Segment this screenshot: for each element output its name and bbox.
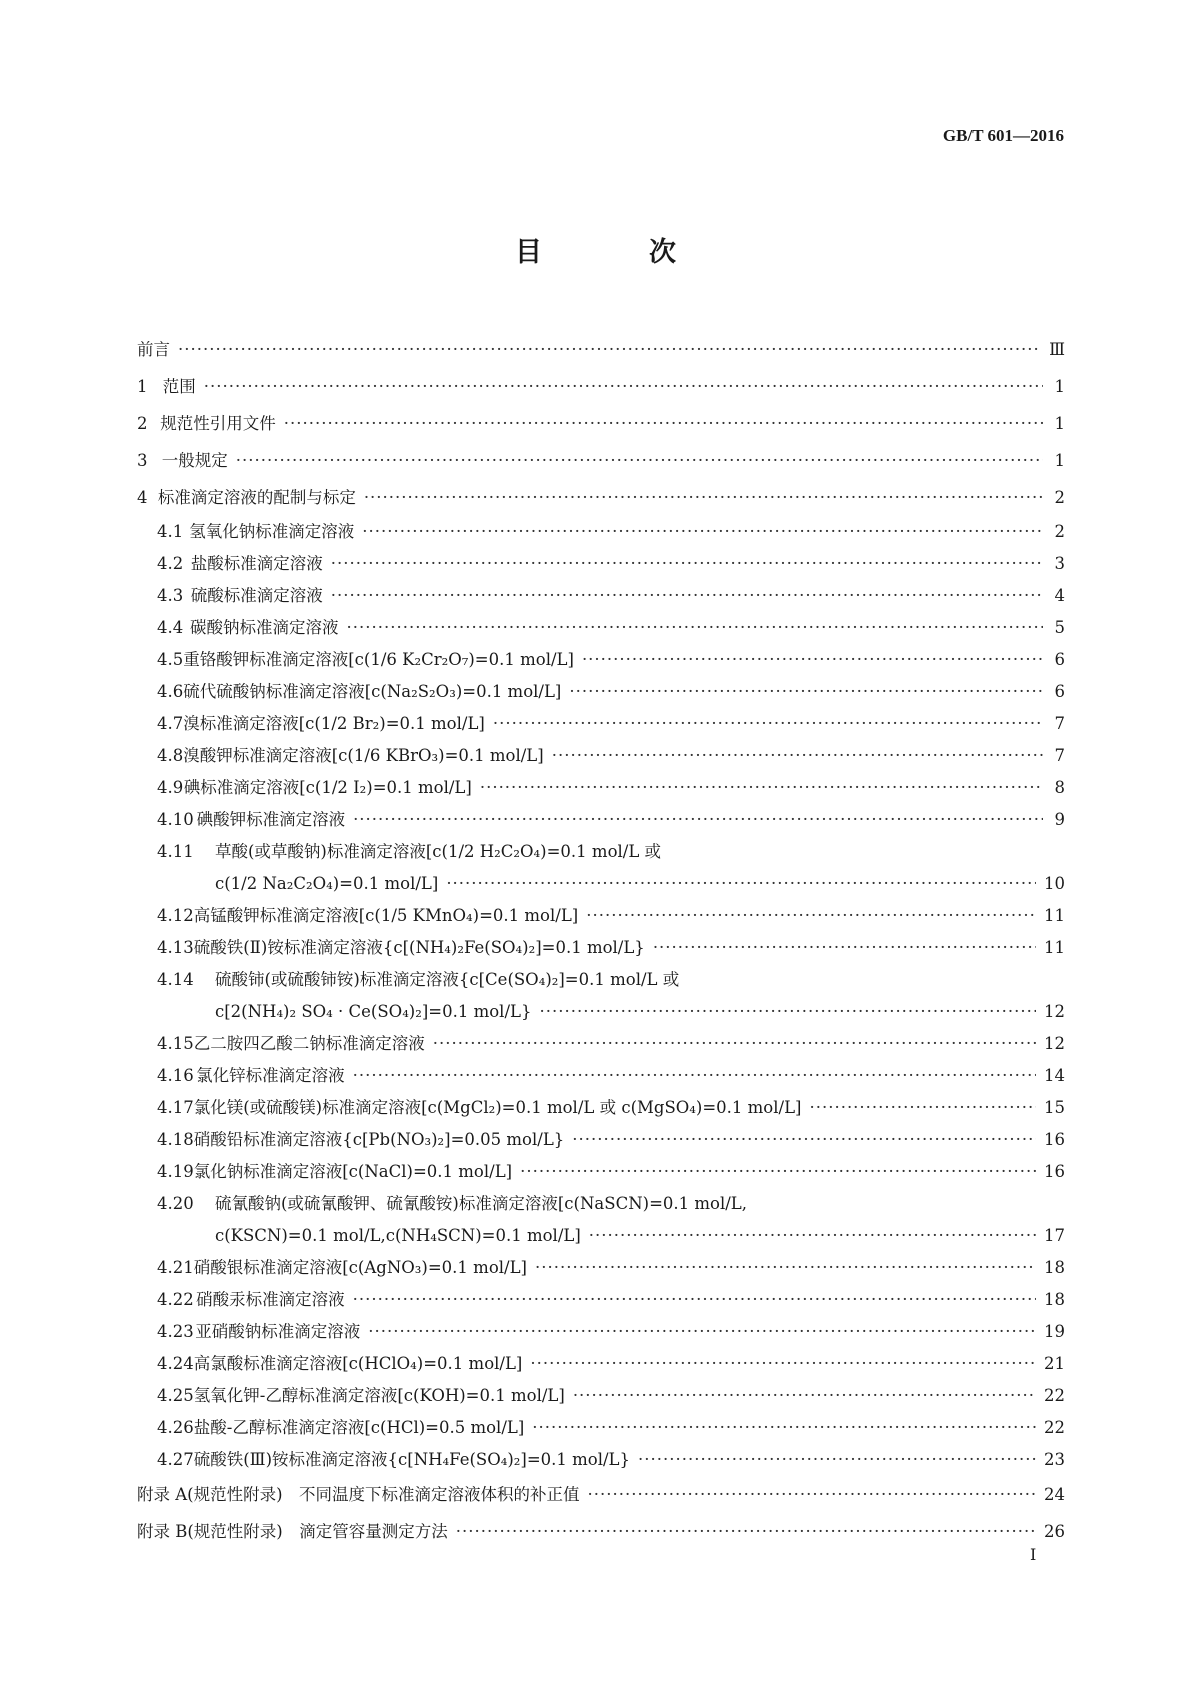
toc-entry-number: 4.4 (157, 618, 184, 637)
toc-entry-number: 4.23 (157, 1322, 194, 1341)
toc-entry-page: 16 (1044, 1130, 1065, 1149)
dot-leader (364, 479, 1043, 516)
toc-entry-number: 3 (137, 451, 148, 470)
toc-entry-page: 10 (1044, 874, 1065, 893)
toc-entry-number: 4 (137, 488, 148, 507)
toc-entry-title: 硫酸铁(Ⅱ)铵标准滴定溶液{c[(NH₄)₂Fe(SO₄)₂]=0.1 mol/L} (193, 938, 645, 957)
toc-entry-number: 4.20 (157, 1194, 194, 1213)
toc-entry[interactable] (137, 740, 1065, 772)
toc-entry[interactable] (137, 1060, 1065, 1092)
dot-leader (284, 405, 1043, 442)
dot-leader (353, 804, 1043, 836)
toc-entry[interactable] (137, 644, 1065, 676)
toc-entry-page: 5 (1054, 618, 1065, 637)
toc-entry-page: Ⅲ (1049, 340, 1065, 359)
toc-entry-title: 溴标准滴定溶液[c(1/2 Br₂)=0.1 mol/L] (183, 714, 485, 733)
toc-entry-page: 17 (1044, 1226, 1065, 1245)
toc-entry-number: 4.19 (157, 1162, 194, 1181)
toc-entry[interactable] (137, 1028, 1065, 1060)
toc-entry-number: 4.9 (157, 778, 184, 797)
toc-entry-page: 9 (1054, 810, 1065, 829)
toc-entry-title: 氢氧化钾-乙醇标准滴定溶液[c(KOH)=0.1 mol/L] (193, 1386, 565, 1405)
toc-entry-page: 22 (1044, 1418, 1065, 1437)
toc-entry-page: 19 (1044, 1322, 1065, 1341)
toc-entry[interactable] (137, 1380, 1065, 1412)
toc-entry-title: 高氯酸标准滴定溶液[c(HClO₄)=0.1 mol/L] (193, 1354, 523, 1373)
standard-number: GB/T 601—2016 (942, 126, 1064, 145)
toc-entry-number: 4.18 (157, 1130, 194, 1149)
toc-entry[interactable] (137, 1476, 1065, 1513)
toc-entry-number: 4.8 (157, 746, 184, 765)
toc-entry-page: 24 (1044, 1485, 1065, 1504)
toc-entry[interactable] (137, 548, 1065, 580)
toc-entry-title: 前言 (137, 340, 170, 359)
toc-entry-continuation[interactable] (137, 868, 1065, 900)
dot-leader (530, 1348, 1036, 1380)
toc-entry-page: 18 (1044, 1290, 1065, 1309)
toc-entry-number: 4.3 (157, 586, 184, 605)
dot-leader (586, 900, 1036, 932)
toc-entry-number: 4.10 (157, 810, 194, 829)
toc-entry-title: 硝酸汞标准滴定溶液 (196, 1290, 345, 1309)
toc-entry-title: 盐酸-乙醇标准滴定溶液[c(HCl)=0.5 mol/L] (193, 1418, 525, 1437)
dot-leader (178, 331, 1041, 368)
toc-entry-title: 乙二胺四乙酸二钠标准滴定溶液 (193, 1034, 425, 1053)
dot-leader (456, 1513, 1036, 1550)
toc-entry-number: 4.2 (157, 554, 184, 573)
dot-leader (809, 1092, 1036, 1124)
toc-entry-page: 14 (1044, 1066, 1065, 1085)
toc-entry-continuation[interactable] (137, 996, 1065, 1028)
toc-entry-page: 6 (1054, 682, 1065, 701)
toc-entry-number: 4.5 (157, 650, 184, 669)
dot-leader (573, 1380, 1036, 1412)
toc-entry-number: 4.7 (157, 714, 184, 733)
toc-entry-number: 4.1 (157, 522, 184, 541)
dot-leader (552, 740, 1043, 772)
toc-entry[interactable] (137, 676, 1065, 708)
dot-leader (569, 676, 1043, 708)
toc-entry[interactable] (137, 836, 1065, 868)
toc-entry[interactable] (137, 708, 1065, 740)
toc-entry-title-continued: c(1/2 Na₂C₂O₄)=0.1 mol/L] (215, 874, 439, 893)
toc-entry-number: 1 (137, 377, 148, 396)
toc-entry[interactable] (137, 900, 1065, 932)
toc-entry[interactable] (137, 1513, 1065, 1550)
toc-entry-title: 溴酸钾标准滴定溶液[c(1/6 KBrO₃)=0.1 mol/L] (183, 746, 544, 765)
toc-entry-continuation[interactable] (137, 1220, 1065, 1252)
dot-leader (539, 996, 1036, 1028)
page-title: 目 次 (515, 237, 716, 268)
toc-entry[interactable] (137, 479, 1065, 516)
toc-entry-title: 标准滴定溶液的配制与标定 (157, 488, 356, 507)
toc-entry-title: 硫酸铁(Ⅲ)铵标准滴定溶液{c[NH₄Fe(SO₄)₂]=0.1 mol/L} (193, 1450, 631, 1469)
toc-entry[interactable] (137, 580, 1065, 612)
toc-entry[interactable] (137, 516, 1065, 548)
dot-leader (493, 708, 1043, 740)
dot-leader (638, 1444, 1036, 1476)
toc-entry-title: 氯化钠标准滴定溶液[c(NaCl)=0.1 mol/L] (193, 1162, 513, 1181)
toc-entry-title: 附录 B(规范性附录) 滴定管容量测定方法 (137, 1522, 448, 1541)
toc-entry[interactable] (137, 1412, 1065, 1444)
dot-leader (653, 932, 1036, 964)
toc-entry-page: 16 (1044, 1162, 1065, 1181)
dot-leader (535, 1252, 1036, 1284)
toc-entry-page: 26 (1044, 1522, 1065, 1541)
toc-entry-page: 15 (1044, 1098, 1065, 1117)
toc-entry[interactable] (137, 1092, 1065, 1124)
toc-entry-page: 11 (1044, 906, 1065, 925)
toc-entry[interactable] (137, 772, 1065, 804)
toc-entry-title: 亚硝酸钠标准滴定溶液 (195, 1322, 361, 1341)
toc-entry-number: 4.14 (157, 970, 194, 989)
toc-entry-title: 氯化锌标准滴定溶液 (196, 1066, 345, 1085)
dot-leader (331, 548, 1043, 580)
toc-entry-title: 硫氰酸钠(或硫氰酸钾、硫氰酸铵)标准滴定溶液[c(NaSCN)=0.1 mol/L, (215, 1194, 747, 1213)
dot-leader (433, 1028, 1036, 1060)
toc-entry-title: 氯化镁(或硫酸镁)标准滴定溶液[c(MgCl₂)=0.1 mol/L 或 c(MgSO₄)=0.1 mol/L] (193, 1098, 802, 1117)
toc-entry-page: 3 (1054, 554, 1065, 573)
toc-entry-number: 4.22 (157, 1290, 194, 1309)
toc-entry-number: 4.16 (157, 1066, 194, 1085)
toc-entry-number: 4.21 (157, 1258, 194, 1277)
toc-entry-title: 范围 (162, 377, 196, 396)
toc-entry-page: 2 (1054, 522, 1065, 541)
dot-leader (347, 612, 1043, 644)
dot-leader (480, 772, 1043, 804)
toc-entry-title: 重铬酸钾标准滴定溶液[c(1/6 K₂Cr₂O₇)=0.1 mol/L] (183, 650, 574, 669)
dot-leader (362, 516, 1043, 548)
toc-entry[interactable] (137, 1156, 1065, 1188)
dot-leader (588, 1476, 1036, 1513)
dot-leader (532, 1412, 1036, 1444)
dot-leader (582, 644, 1043, 676)
toc-entry-page: 21 (1044, 1354, 1065, 1373)
toc-entry-page: 7 (1054, 714, 1065, 733)
toc-entry-title: 附录 A(规范性附录) 不同温度下标准滴定溶液体积的补正值 (137, 1485, 580, 1504)
toc-entry-page: 12 (1044, 1034, 1065, 1053)
toc-entry[interactable] (137, 1284, 1065, 1316)
toc-entry-title: 硫酸铈(或硫酸铈铵)标准滴定溶液{c[Ce(SO₄)₂]=0.1 mol/L 或 (215, 970, 680, 989)
dot-leader (520, 1156, 1036, 1188)
toc-entry[interactable] (137, 368, 1065, 405)
toc-entry[interactable] (137, 1316, 1065, 1348)
toc-entry-page: 12 (1044, 1002, 1065, 1021)
toc-entry[interactable] (137, 1444, 1065, 1476)
toc-entry[interactable] (137, 1252, 1065, 1284)
toc-entry-number: 4.6 (157, 682, 184, 701)
toc-entry-page: 1 (1054, 414, 1065, 433)
toc-entry-number: 4.17 (157, 1098, 194, 1117)
toc-entry-page: 7 (1054, 746, 1065, 765)
toc-entry[interactable] (137, 932, 1065, 964)
toc-entry-page: 1 (1054, 377, 1065, 396)
toc-entry-page: 2 (1054, 488, 1065, 507)
toc-entry-number: 4.24 (157, 1354, 194, 1373)
toc-entry-title: 碘标准滴定溶液[c(1/2 I₂)=0.1 mol/L] (183, 778, 472, 797)
toc-entry-page: 11 (1044, 938, 1065, 957)
toc-entry[interactable] (137, 1348, 1065, 1380)
toc-entry-page: 6 (1054, 650, 1065, 669)
toc-entry[interactable] (137, 1124, 1065, 1156)
dot-leader (236, 442, 1043, 479)
toc-entry-number: 4.11 (157, 842, 194, 861)
toc-entry[interactable] (137, 804, 1065, 836)
toc-entry-number: 4.25 (157, 1386, 194, 1405)
toc-entry-title: 碘酸钾标准滴定溶液 (196, 810, 346, 829)
toc-entry-number: 4.15 (157, 1034, 194, 1053)
toc-entry-title: 规范性引用文件 (160, 414, 276, 433)
toc-entry-page: 8 (1054, 778, 1065, 797)
toc-entry-page: 18 (1044, 1258, 1065, 1277)
page-number: I (1030, 1545, 1037, 1564)
toc-entry-title: 草酸(或草酸钠)标准滴定溶液[c(1/2 H₂C₂O₄)=0.1 mol/L 或 (215, 842, 662, 861)
dot-leader (446, 868, 1036, 900)
toc-entry-title: 氢氧化钠标准滴定溶液 (189, 522, 355, 541)
toc-entry-title-continued: c(KSCN)=0.1 mol/L,c(NH₄SCN)=0.1 mol/L] (215, 1226, 581, 1245)
toc-entry-number: 4.13 (157, 938, 194, 957)
toc-entry-title: 硝酸银标准滴定溶液[c(AgNO₃)=0.1 mol/L] (193, 1258, 527, 1277)
toc-entry-title: 盐酸标准滴定溶液 (190, 554, 323, 573)
toc-entry[interactable] (137, 405, 1065, 442)
toc-entry[interactable] (137, 331, 1065, 368)
toc-entry-page: 23 (1044, 1450, 1065, 1469)
toc-entry[interactable] (137, 612, 1065, 644)
toc-entry-title-continued: c[2(NH₄)₂ SO₄ · Ce(SO₄)₂]=0.1 mol/L} (215, 1002, 532, 1021)
toc-entry-title: 碳酸钠标准滴定溶液 (190, 618, 339, 637)
dot-leader (331, 580, 1043, 612)
toc-entry-number: 4.26 (157, 1418, 194, 1437)
toc-entry-title: 硫酸标准滴定溶液 (190, 586, 323, 605)
toc-entry-title: 高锰酸钾标准滴定溶液[c(1/5 KMnO₄)=0.1 mol/L] (193, 906, 579, 925)
toc-entry-page: 4 (1054, 586, 1065, 605)
dot-leader (589, 1220, 1036, 1252)
dot-leader (368, 1316, 1036, 1348)
dot-leader (353, 1060, 1036, 1092)
toc-entry-title: 一般规定 (161, 451, 228, 470)
toc-entry-number: 2 (137, 414, 148, 433)
table-of-contents (137, 331, 1065, 1550)
toc-entry[interactable] (137, 1188, 1065, 1220)
toc-entry-number: 4.27 (157, 1450, 194, 1469)
dot-leader (572, 1124, 1036, 1156)
toc-entry[interactable] (137, 964, 1065, 996)
dot-leader (204, 368, 1043, 405)
dot-leader (353, 1284, 1036, 1316)
toc-entry-title: 硫代硫酸钠标准滴定溶液[c(Na₂S₂O₃)=0.1 mol/L] (183, 682, 562, 701)
toc-entry-title: 硝酸铅标准滴定溶液{c[Pb(NO₃)₂]=0.05 mol/L} (193, 1130, 565, 1149)
toc-entry-page: 1 (1054, 451, 1065, 470)
toc-entry-number: 4.12 (157, 906, 194, 925)
toc-entry[interactable] (137, 442, 1065, 479)
toc-entry-page: 22 (1044, 1386, 1065, 1405)
